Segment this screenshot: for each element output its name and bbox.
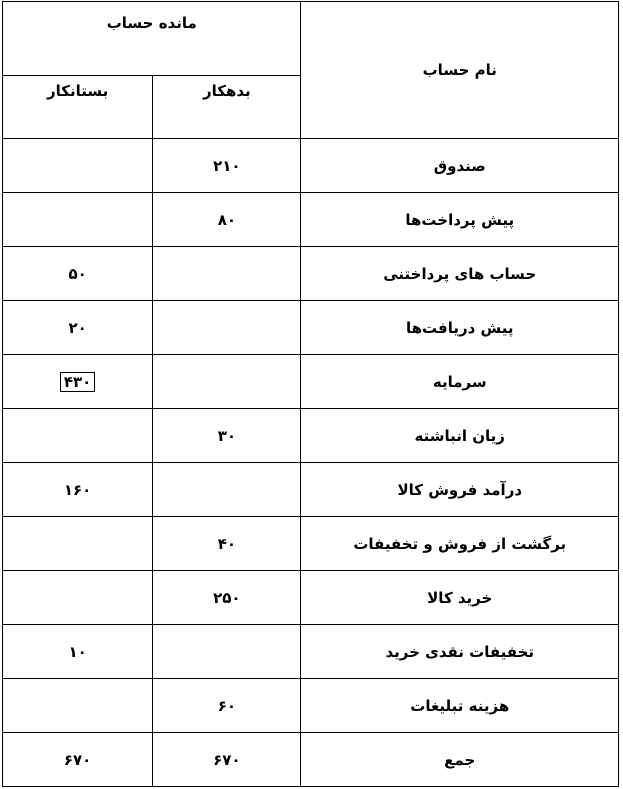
total-label-cell: جمع	[301, 733, 619, 787]
credit-cell: ۱۰	[3, 625, 153, 679]
debit-cell: ۲۵۰	[153, 571, 301, 625]
header-row-top	[3, 2, 619, 76]
debit-cell	[153, 301, 301, 355]
account-name-cell: زیان انباشته	[301, 409, 619, 463]
trial-balance-table	[2, 1, 619, 787]
table-row	[3, 679, 619, 733]
table-row	[3, 355, 619, 409]
table-row	[3, 625, 619, 679]
table-row	[3, 247, 619, 301]
account-name-cell: سرمایه	[301, 355, 619, 409]
debit-cell: ۴۰	[153, 517, 301, 571]
debit-cell: ۲۱۰	[153, 139, 301, 193]
debit-cell: ۸۰	[153, 193, 301, 247]
boxed-value: ۴۳۰	[60, 372, 95, 392]
credit-cell: ۵۰	[3, 247, 153, 301]
account-name-header: نام حساب	[301, 2, 619, 139]
debit-cell	[153, 625, 301, 679]
credit-cell	[3, 409, 153, 463]
account-name-cell: درآمد فروش کالا	[301, 463, 619, 517]
table-row	[3, 139, 619, 193]
table-row	[3, 301, 619, 355]
debit-cell: ۶۰	[153, 679, 301, 733]
table-row	[3, 517, 619, 571]
account-name-cell: پیش دریافت‌ها	[301, 301, 619, 355]
credit-cell	[3, 355, 153, 409]
account-name-cell: حساب های پرداختنی	[301, 247, 619, 301]
debit-header: بدهکار	[153, 76, 301, 139]
account-name-cell: هزینه تبلیغات	[301, 679, 619, 733]
credit-cell: ۱۶۰	[3, 463, 153, 517]
account-name-cell: برگشت از فروش و تخفیفات	[301, 517, 619, 571]
debit-cell: ۳۰	[153, 409, 301, 463]
account-name-cell: خرید کالا	[301, 571, 619, 625]
table-row	[3, 571, 619, 625]
total-debit-cell: ۶۷۰	[153, 733, 301, 787]
account-name-cell: تخفیفات نقدی خرید	[301, 625, 619, 679]
credit-cell: ۲۰	[3, 301, 153, 355]
credit-header: بستانکار	[3, 76, 153, 139]
total-credit-cell: ۶۷۰	[3, 733, 153, 787]
debit-cell	[153, 463, 301, 517]
credit-cell	[3, 571, 153, 625]
table-row	[3, 193, 619, 247]
credit-cell	[3, 517, 153, 571]
account-name-cell: پیش پرداخت‌ها	[301, 193, 619, 247]
account-name-cell: صندوق	[301, 139, 619, 193]
table-row	[3, 409, 619, 463]
total-row	[3, 733, 619, 787]
table-row	[3, 463, 619, 517]
debit-cell	[153, 355, 301, 409]
credit-cell	[3, 193, 153, 247]
credit-cell	[3, 139, 153, 193]
balance-group-header: مانده حساب	[3, 2, 301, 76]
credit-cell	[3, 679, 153, 733]
debit-cell	[153, 247, 301, 301]
